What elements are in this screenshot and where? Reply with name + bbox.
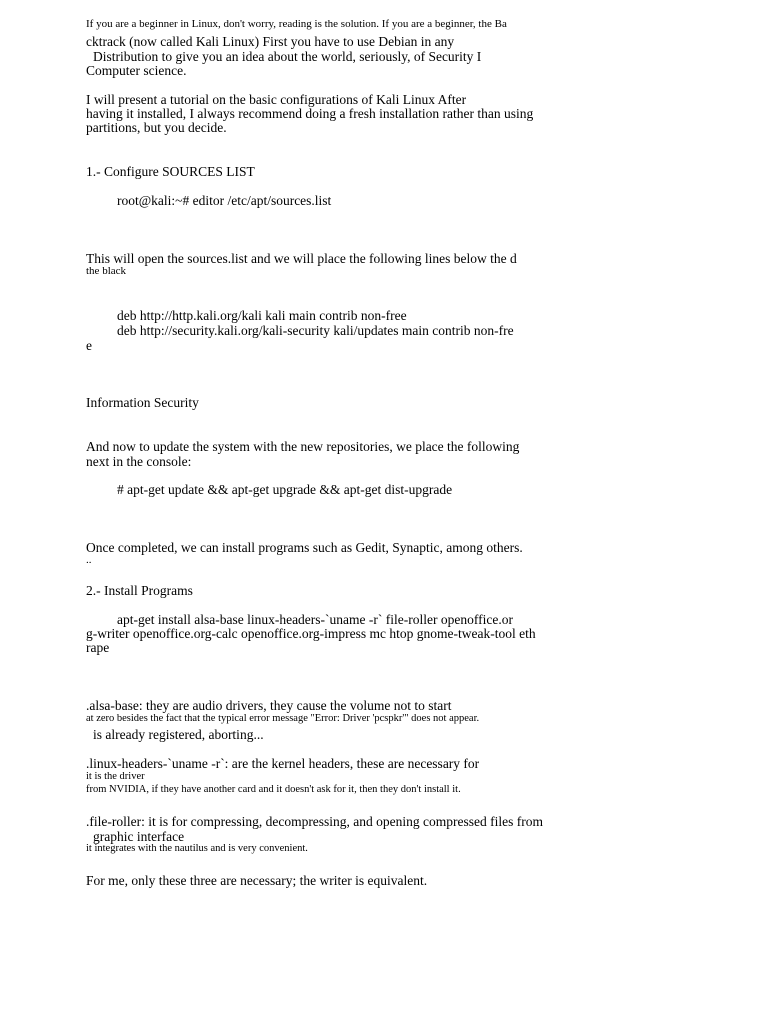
sources-edit-command: root@kali:~# editor /etc/apt/sources.list [117, 193, 332, 208]
fileroller-line-3: it integrates with the nautilus and is very convenient. [86, 843, 308, 854]
alsa-line-1: .alsa-base: they are audio drivers, they cause the volume not to start [86, 698, 452, 713]
fileroller-line-1: .file-roller: it is for compressing, decompressing, and opening compressed files from [86, 814, 544, 829]
alsa-line-2: at zero besides the fact that the typical error message "Error: Driver 'pcspkr'" does not appear. [86, 713, 480, 724]
closing-paragraph: For me, only these three are necessary; the writer is equivalent. [86, 873, 428, 888]
intro-line-4: Computer science. [86, 63, 187, 78]
headers-line-3: from NVIDIA, if they have another card and it doesn't ask for it, then they don't install it. [86, 784, 461, 795]
para2-line-2: having it installed, I always recommend doing a fresh installation rather than using [86, 106, 534, 121]
install-command-line-2: g-writer openoffice.org-calc openoffice.org-impress mc htop gnome-tweak-tool eth [86, 626, 536, 641]
intro-line-2: cktrack (now called Kali Linux) First you have to use Debian in any [86, 34, 455, 49]
fileroller-line-2: graphic interface [93, 829, 185, 844]
install-command-line-3: rape [86, 640, 110, 655]
intro-line-1: If you are a beginner in Linux, don't worry, reading is the solution. If you are a beginner, the Ba [86, 18, 507, 30]
intro-line-3: Distribution to give you an idea about the world, seriously, of Security I [93, 49, 482, 64]
para2-line-1: I will present a tutorial on the basic configurations of Kali Linux After [86, 92, 467, 107]
repo-line-2: deb http://security.kali.org/kali-security kali/updates main contrib non-fre [117, 323, 514, 338]
section-2-heading: 2.- Install Programs [86, 583, 193, 598]
install-command-line-1: apt-get install alsa-base linux-headers-`uname -r` file-roller openoffice.or [117, 612, 513, 627]
para2-line-3: partitions, but you decide. [86, 120, 227, 135]
section-1-heading: 1.- Configure SOURCES LIST [86, 164, 255, 179]
headers-line-1: .linux-headers-`uname -r`: are the kernel headers, these are necessary for [86, 756, 480, 771]
update-line-1: And now to update the system with the new repositories, we place the following [86, 439, 520, 454]
info-security-heading: Information Security [86, 395, 199, 410]
repo-line-1: deb http://http.kali.org/kali kali main contrib non-free [117, 308, 407, 323]
alsa-line-3: is already registered, aborting... [93, 727, 264, 742]
update-command: # apt-get update && apt-get upgrade && apt-get dist-upgrade [117, 482, 453, 497]
update-line-2: next in the console: [86, 454, 192, 469]
repo-line-2-wrap: e [86, 338, 92, 353]
sources-desc-line-1: This will open the sources.list and we will place the following lines below the d [86, 251, 517, 266]
headers-line-2: it is the driver [86, 771, 145, 782]
sources-desc-line-2: the black [86, 265, 127, 277]
completed-line-2: .. [86, 554, 92, 566]
completed-line-1: Once completed, we can install programs such as Gedit, Synaptic, among others. [86, 540, 523, 555]
